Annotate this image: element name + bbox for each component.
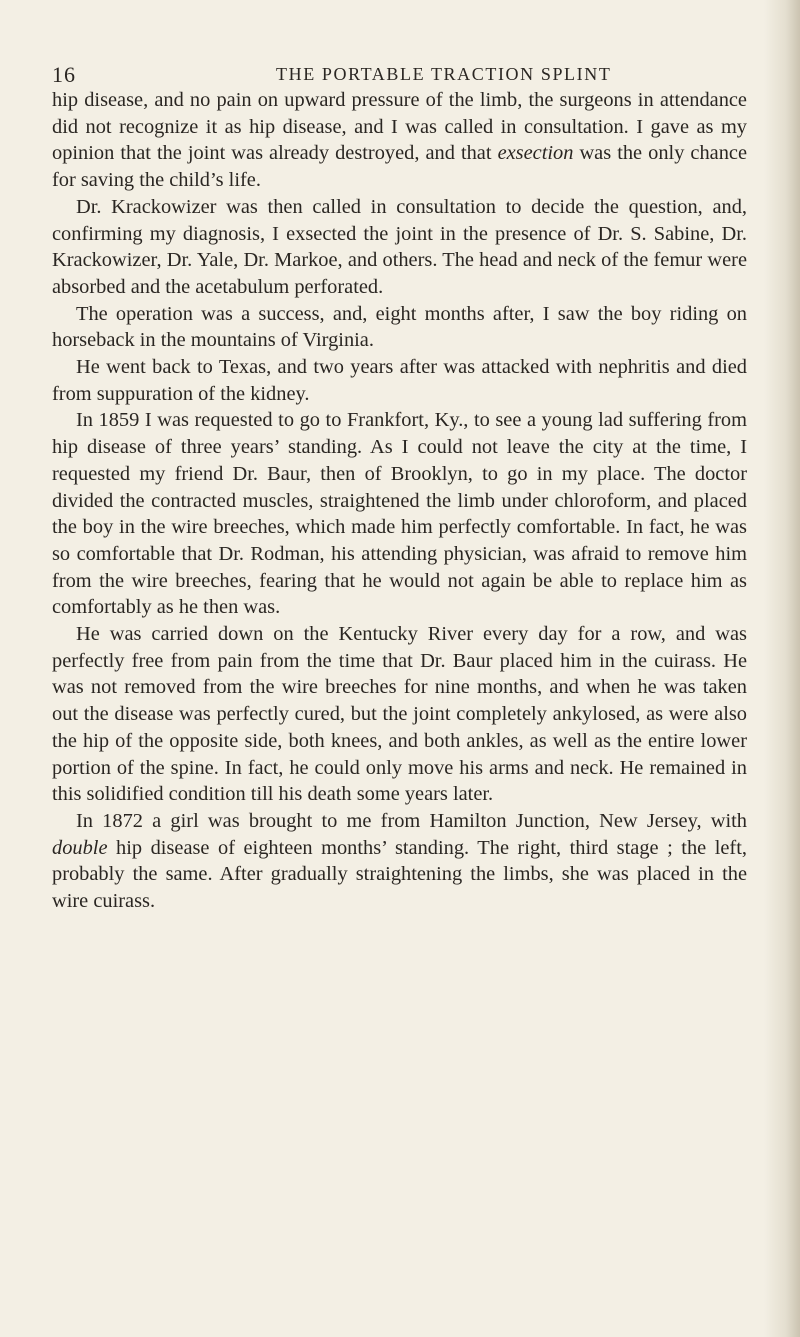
paragraph-7-text-a: In 1872 a girl was brought to me from Hamilton Junction, New Jersey, with [76, 809, 747, 832]
paragraph-1 [52, 87, 747, 194]
paragraph-2 [52, 194, 747, 301]
paragraph-5-text: In 1859 I was requested to go to Frankfort, Ky., to see a young lad suffering from hip disease of three years’ standing. As I could not leave the city at the time, I requested my friend Dr. Baur, then of Brooklyn, to go in my place. The doctor divided the contracted muscles, straightened the limb under chloroform, and placed the boy in the wire breeches, which made him perfectly comfortable. In fact, he was so comfortable that Dr. Rodman, his attending physician, was afraid to remove him from the wire breeches, fearing that he would not again be able to replace him as comfortably as he then was. [52, 409, 747, 619]
paragraph-5 [52, 407, 747, 621]
paragraph-7-text-b: hip disease of eighteen months’ standing. The right, third stage ; the left, probably the same. After gradually straightening the limbs, she was placed in the wire cuirass. [52, 836, 747, 913]
paragraph-4-text: He went back to Texas, and two years after was attacked with nephritis and died from suppuration of the kidney. [52, 356, 747, 405]
paragraph-4 [52, 354, 747, 407]
paragraph-7-italic: double [52, 836, 108, 859]
paragraph-7 [52, 808, 747, 915]
paragraph-2-text: Dr. Krackowizer was then called in consultation to decide the question, and, confirming my diagnosis, I exsected the joint in the presence of Dr. S. Sabine, Dr. Krackowizer, Dr. Yale, Dr. Markoe, and others. The head and neck of the femur were absorbed and the acetabulum perforated. [52, 195, 747, 298]
paragraph-3-text: The operation was a success, and, eight months after, I saw the boy riding on horseback in the mountains of Virginia. [52, 302, 747, 352]
body-text [52, 87, 747, 915]
paragraph-6-text: He was carried down on the Kentucky River every day for a row, and was perfectly free from pain from the time that Dr. Baur placed him in the cuirass. He was not removed from the wire breeches for nine months, and when he was taken out the disease was perfectly cured, but the joint completely ankylosed, as were also the hip of the opposite side, both knees, and both ankles, as well as the entire lower portion of the spine. In fact, he could only move his arms and neck. He remained in this solidified condition till his death some years later. [52, 623, 747, 806]
page-number: 16 [52, 62, 76, 87]
paragraph-1-text-b: was the only chance for saving the child’s life. [52, 142, 748, 192]
paragraph-3 [52, 301, 747, 354]
page-edge-shadow [764, 0, 800, 1337]
paragraph-6 [52, 621, 747, 808]
paragraph-1-text-a: hip disease, and no pain on upward pressure of the limb, the surgeons in attendance did not recognize it as hip disease, and I was called in consultation. I gave as my opinion that the joint was already destroyed, and that [52, 89, 747, 165]
paragraph-1-italic: exsection [497, 142, 574, 165]
running-title: THE PORTABLE TRACTION SPLINT [276, 64, 612, 84]
